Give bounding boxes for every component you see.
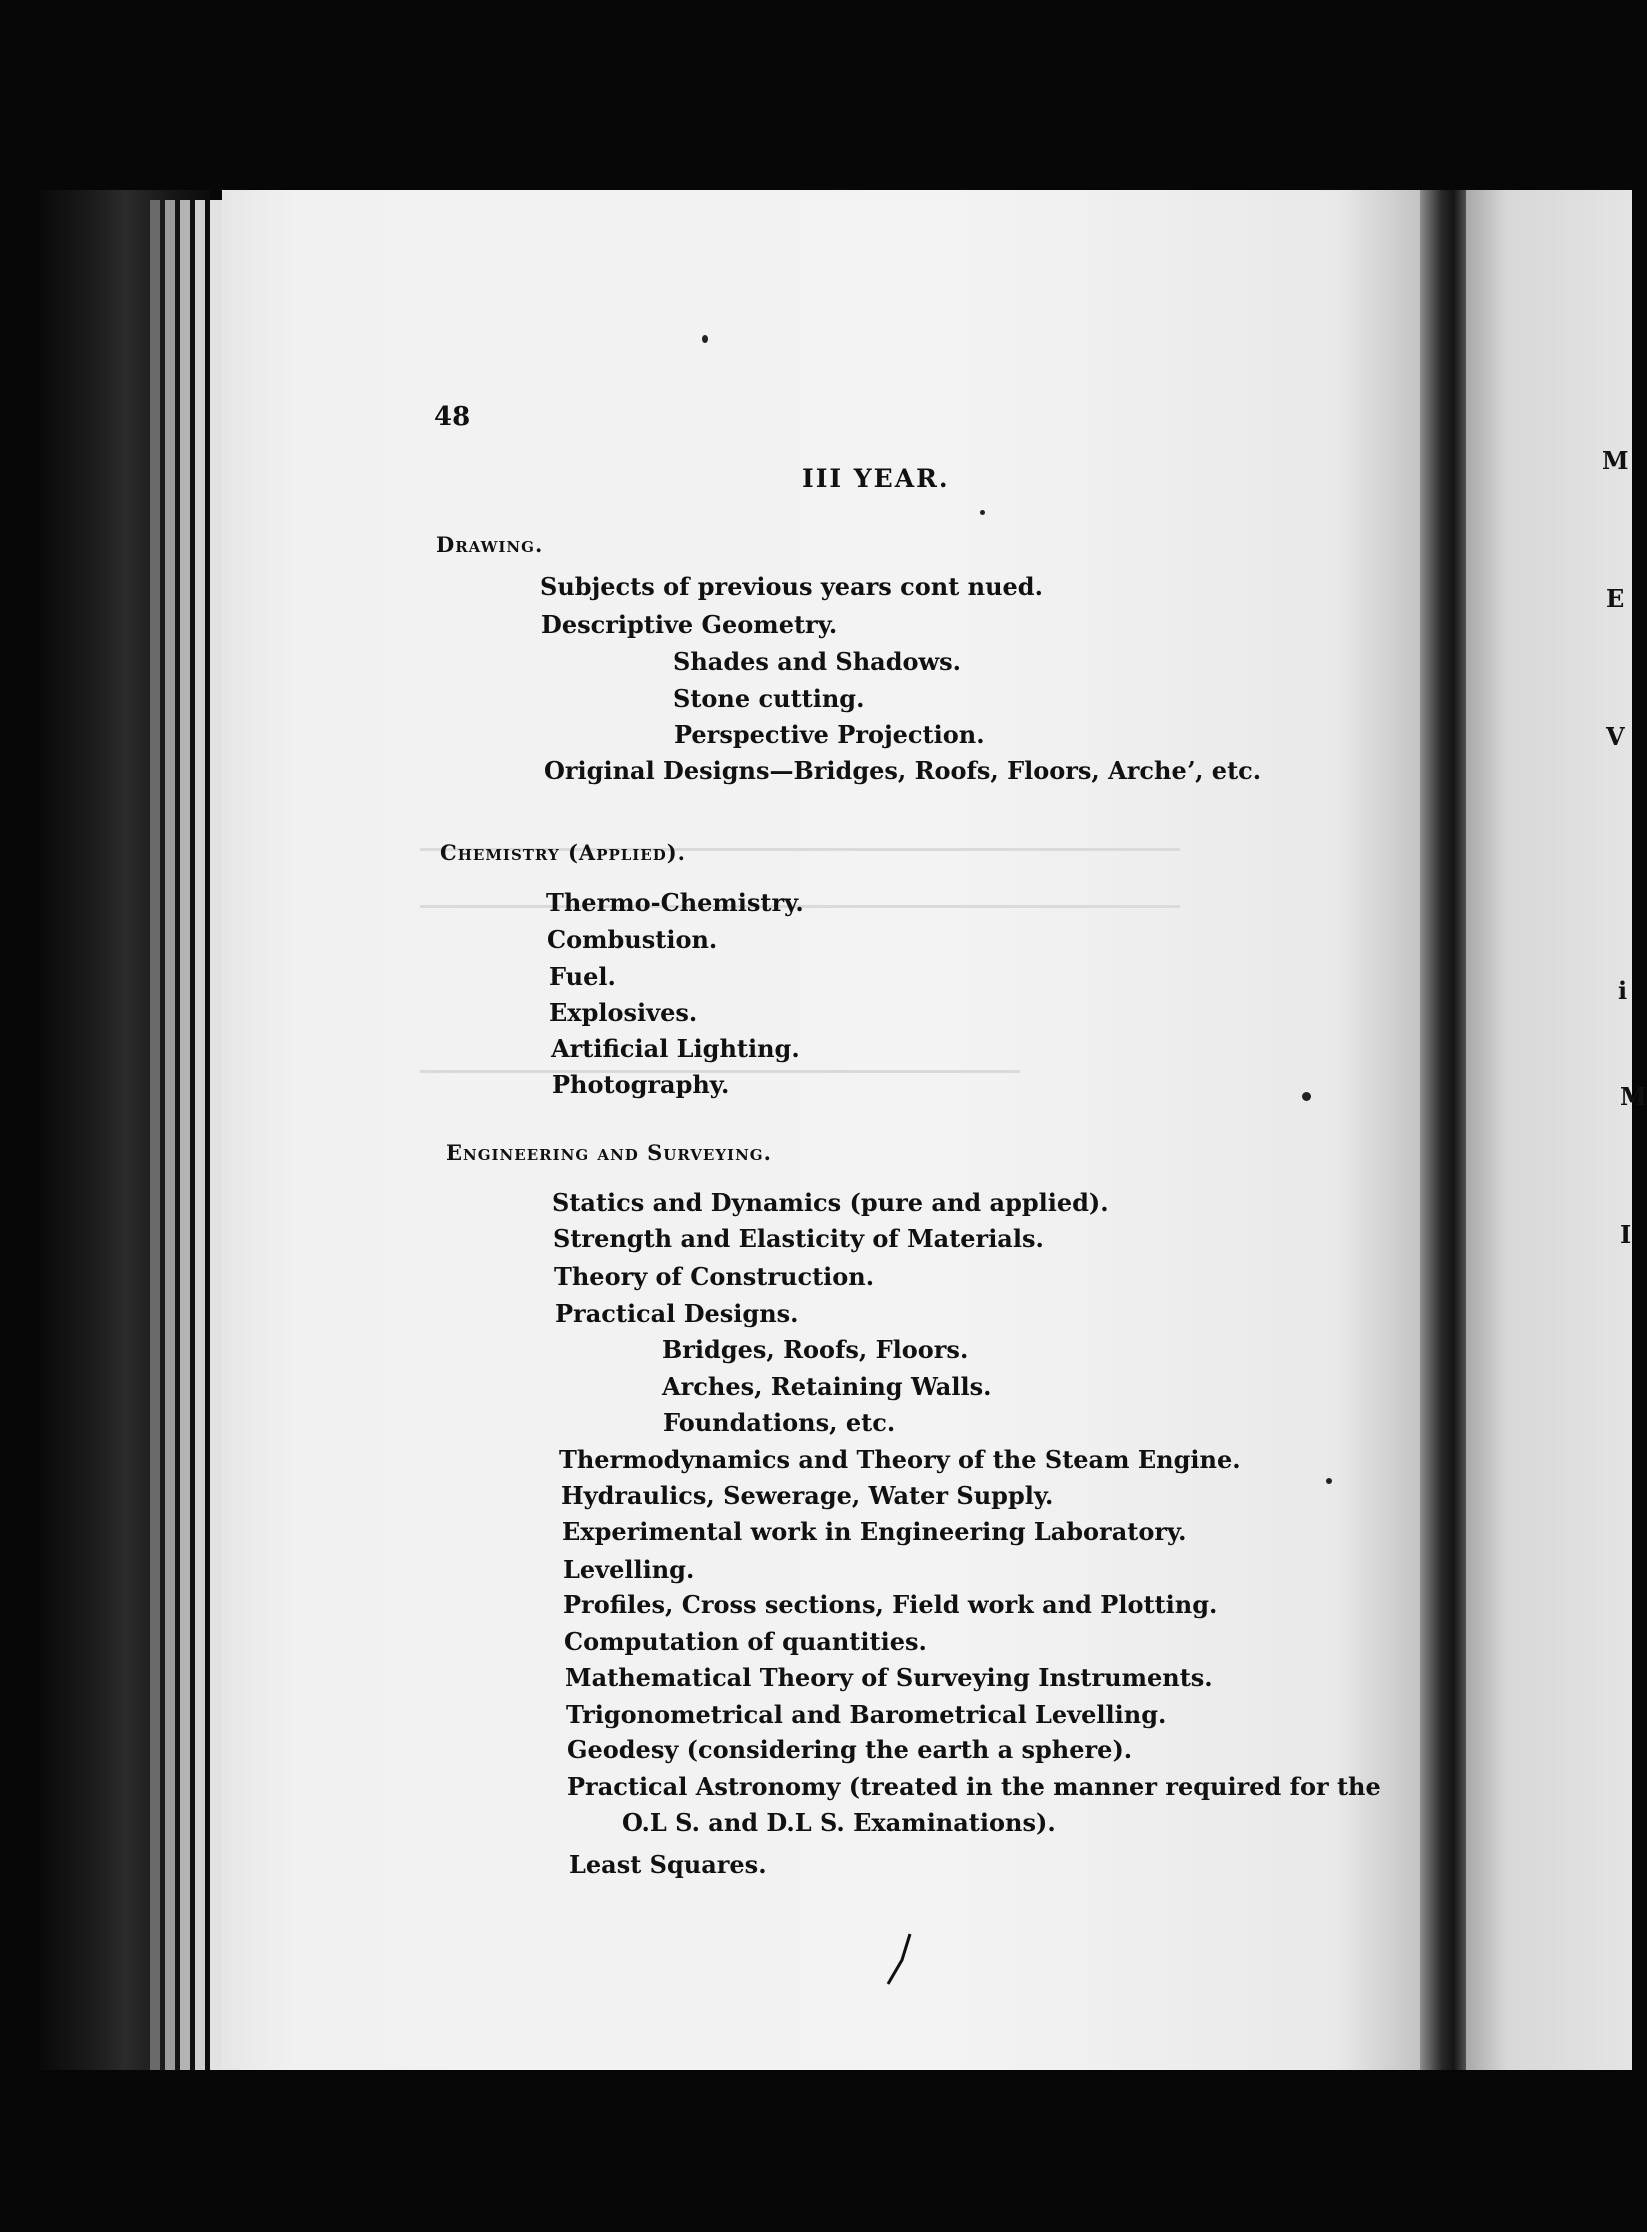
page-edge [165,200,175,2080]
facing-page-fragment: i [1618,976,1628,1005]
list-item: Combustion. [547,925,718,954]
sub-list-item: Bridges, Roofs, Floors. [662,1335,969,1364]
section-heading-drawing: Drawing. [436,532,544,557]
list-item: Practical Designs. [555,1299,799,1328]
page-number: 48 [434,402,471,432]
list-item: Thermodynamics and Theory of the Steam Engine. [559,1445,1241,1474]
page-edge [180,200,190,2080]
list-item: Levelling. [563,1555,695,1584]
sub-list-item: Shades and Shadows. [673,647,962,676]
list-item: Trigonometrical and Barometrical Levelling. [566,1700,1167,1729]
list-item: Descriptive Geometry. [541,610,838,639]
list-item: Mathematical Theory of Surveying Instruments. [565,1663,1213,1692]
facing-page-fragment: M [1602,446,1629,475]
list-item: Fuel. [549,962,616,991]
facing-page-fragment: V [1606,722,1625,751]
page-title: III YEAR. [802,464,950,493]
facing-page-fragment: I [1620,1220,1632,1249]
list-item: Computation of quantities. [564,1627,927,1656]
facing-page-fragment: M [1620,1082,1647,1111]
bottom-shadow [40,2070,1632,2232]
list-item: Thermo-Chemistry. [546,888,804,917]
list-item: Practical Astronomy (treated in the manner required for the [567,1772,1381,1801]
sub-list-item: Foundations, etc. [663,1408,896,1437]
list-item: Subjects of previous years cont nued. [540,572,1043,601]
book-gutter [1420,190,1468,2070]
speck [1326,1478,1332,1484]
list-item: Artificial Lighting. [551,1034,800,1063]
sub-list-item: Perspective Projection. [674,720,985,749]
pen-mark [880,1930,920,1990]
sub-list-item: Stone cutting. [673,684,865,713]
list-item: Theory of Construction. [554,1262,875,1291]
list-item: Original Designs—Bridges, Roofs, Floors, Archeʼ, etc. [544,756,1262,785]
sub-list-item: Arches, Retaining Walls. [662,1372,992,1401]
list-item: Explosives. [549,998,698,1027]
list-item: Strength and Elasticity of Materials. [553,1224,1044,1253]
list-item: Experimental work in Engineering Laboratory. [562,1517,1187,1546]
speck [1302,1092,1311,1101]
speck [980,510,985,515]
list-item: Profiles, Cross sections, Field work and Plotting. [563,1590,1218,1619]
page-edge [150,200,160,2080]
list-item: Photography. [552,1070,730,1099]
facing-page-fragment: E [1606,584,1625,613]
speck [702,335,708,343]
section-heading-chemistry: Chemistry (Applied). [440,840,686,865]
page-edge [195,200,205,2080]
section-heading-engineering: Engineering and Surveying. [446,1140,772,1165]
list-item: Hydraulics, Sewerage, Water Supply. [561,1481,1054,1510]
list-item: Least Squares. [569,1850,767,1879]
list-item: Geodesy (considering the earth a sphere). [567,1735,1133,1764]
list-item: Statics and Dynamics (pure and applied). [552,1188,1109,1217]
list-item-continuation: O.L S. and D.L S. Examinations). [622,1808,1056,1837]
